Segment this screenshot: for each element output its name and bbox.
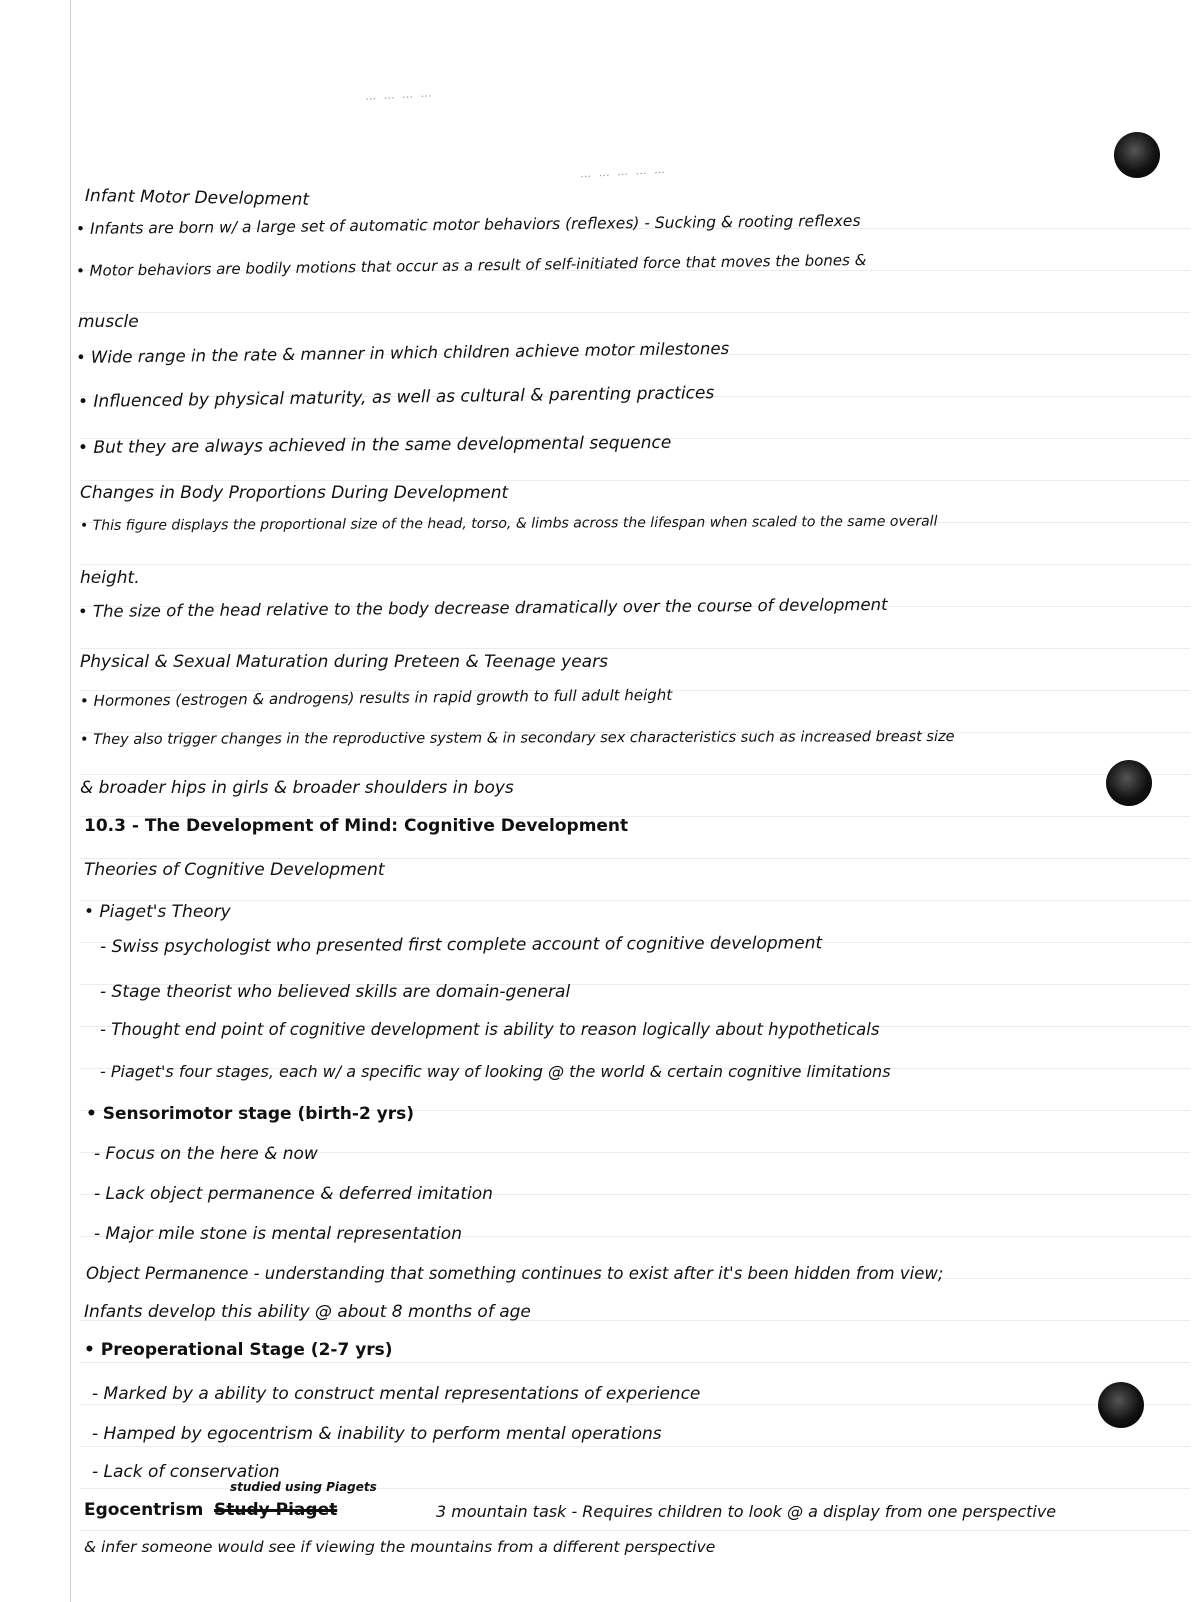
note-line: • Hormones (estrogen & androgens) results in rapid growth to full adult height bbox=[79, 685, 673, 710]
note-line: - Swiss psychologist who presented first complete account of cognitive development bbox=[99, 933, 823, 957]
section-heading: Theories of Cognitive Development bbox=[84, 860, 385, 880]
note-line: 3 mountain task - Requires children to look @ a display from one perspective bbox=[436, 1502, 1057, 1521]
note-line: & infer someone would see if viewing the mountains from a different perspective bbox=[84, 1538, 716, 1556]
note-line: muscle bbox=[78, 312, 139, 332]
punch-hole-middle bbox=[1106, 760, 1152, 806]
chapter-heading: 10.3 - The Development of Mind: Cognitive Development bbox=[84, 816, 629, 836]
note-line: • The size of the head relative to the body decrease dramatically over the course of development bbox=[77, 594, 888, 621]
ruled-line bbox=[80, 564, 1190, 565]
note-line: • Wide range in the rate & manner in which children achieve motor milestones bbox=[75, 338, 730, 367]
ruled-line bbox=[80, 774, 1190, 775]
ruled-line bbox=[80, 480, 1190, 481]
note-line: • Motor behaviors are bodily motions that occur as a result of self-initiated force that moves the bones & bbox=[75, 250, 867, 280]
note-line: • They also trigger changes in the reproductive system & in secondary sex characteristics such as increased breast size bbox=[79, 728, 955, 748]
note-line: - Hamped by egocentrism & inability to perform mental operations bbox=[92, 1424, 662, 1444]
ruled-line bbox=[80, 858, 1190, 859]
section-heading: Physical & Sexual Maturation during Preteen & Teenage years bbox=[80, 652, 608, 672]
note-line: - Major mile stone is mental representation bbox=[94, 1224, 462, 1244]
ruled-line bbox=[80, 1446, 1190, 1447]
ruled-line bbox=[80, 1404, 1190, 1405]
ruled-line bbox=[80, 648, 1190, 649]
note-line: - Thought end point of cognitive development is ability to reason logically about hypotheticals bbox=[100, 1020, 880, 1039]
ruled-line bbox=[80, 900, 1190, 901]
note-line: - Lack of conservation bbox=[92, 1462, 280, 1482]
note-line: • But they are always achieved in the same developmental sequence bbox=[77, 432, 672, 458]
note-line: - Piaget's four stages, each w/ a specific way of looking @ the world & certain cognitive limitations bbox=[100, 1062, 891, 1081]
stage-heading: • Sensorimotor stage (birth-2 yrs) bbox=[86, 1104, 415, 1124]
definition-line: Object Permanence - understanding that something continues to exist after it's been hidden from view; bbox=[86, 1264, 944, 1283]
note-line: - Focus on the here & now bbox=[94, 1144, 318, 1164]
ruled-line bbox=[80, 312, 1190, 313]
faint-bleed-text: … … … … … bbox=[579, 162, 668, 181]
note-line: - Lack object permanence & deferred imitation bbox=[94, 1184, 493, 1204]
egocentrism-term: Egocentrism bbox=[84, 1500, 204, 1520]
note-line: • Infants are born w/ a large set of automatic motor behaviors (reflexes) - Sucking & rooting reflexes bbox=[75, 211, 861, 238]
punch-hole-top bbox=[1114, 132, 1160, 178]
note-line: - Marked by a ability to construct mental representations of experience bbox=[92, 1384, 701, 1404]
stage-heading: • Preoperational Stage (2-7 yrs) bbox=[84, 1340, 393, 1360]
note-line: - Stage theorist who believed skills are domain-general bbox=[100, 982, 571, 1002]
inserted-annotation: studied using Piagets bbox=[230, 1480, 377, 1494]
ruled-line bbox=[80, 1362, 1190, 1363]
note-line: • This figure displays the proportional size of the head, torso, & limbs across the lifespan when scaled to the same overall bbox=[79, 513, 938, 534]
note-line: • Influenced by physical maturity, as well as cultural & parenting practices bbox=[77, 383, 715, 412]
note-line: & broader hips in girls & broader shoulders in boys bbox=[80, 778, 514, 798]
punch-hole-bottom bbox=[1098, 1382, 1144, 1428]
crossed-out-text: Study Piaget bbox=[214, 1500, 338, 1520]
subsection-heading: • Piaget's Theory bbox=[84, 902, 231, 922]
section-heading: Changes in Body Proportions During Development bbox=[80, 483, 509, 503]
faint-bleed-text: … … … … bbox=[364, 86, 434, 103]
section-heading: Infant Motor Development bbox=[84, 186, 310, 210]
note-line: Infants develop this ability @ about 8 months of age bbox=[84, 1302, 531, 1322]
ruled-line bbox=[80, 1530, 1190, 1531]
margin-line bbox=[70, 0, 71, 1602]
note-line: height. bbox=[80, 568, 140, 588]
